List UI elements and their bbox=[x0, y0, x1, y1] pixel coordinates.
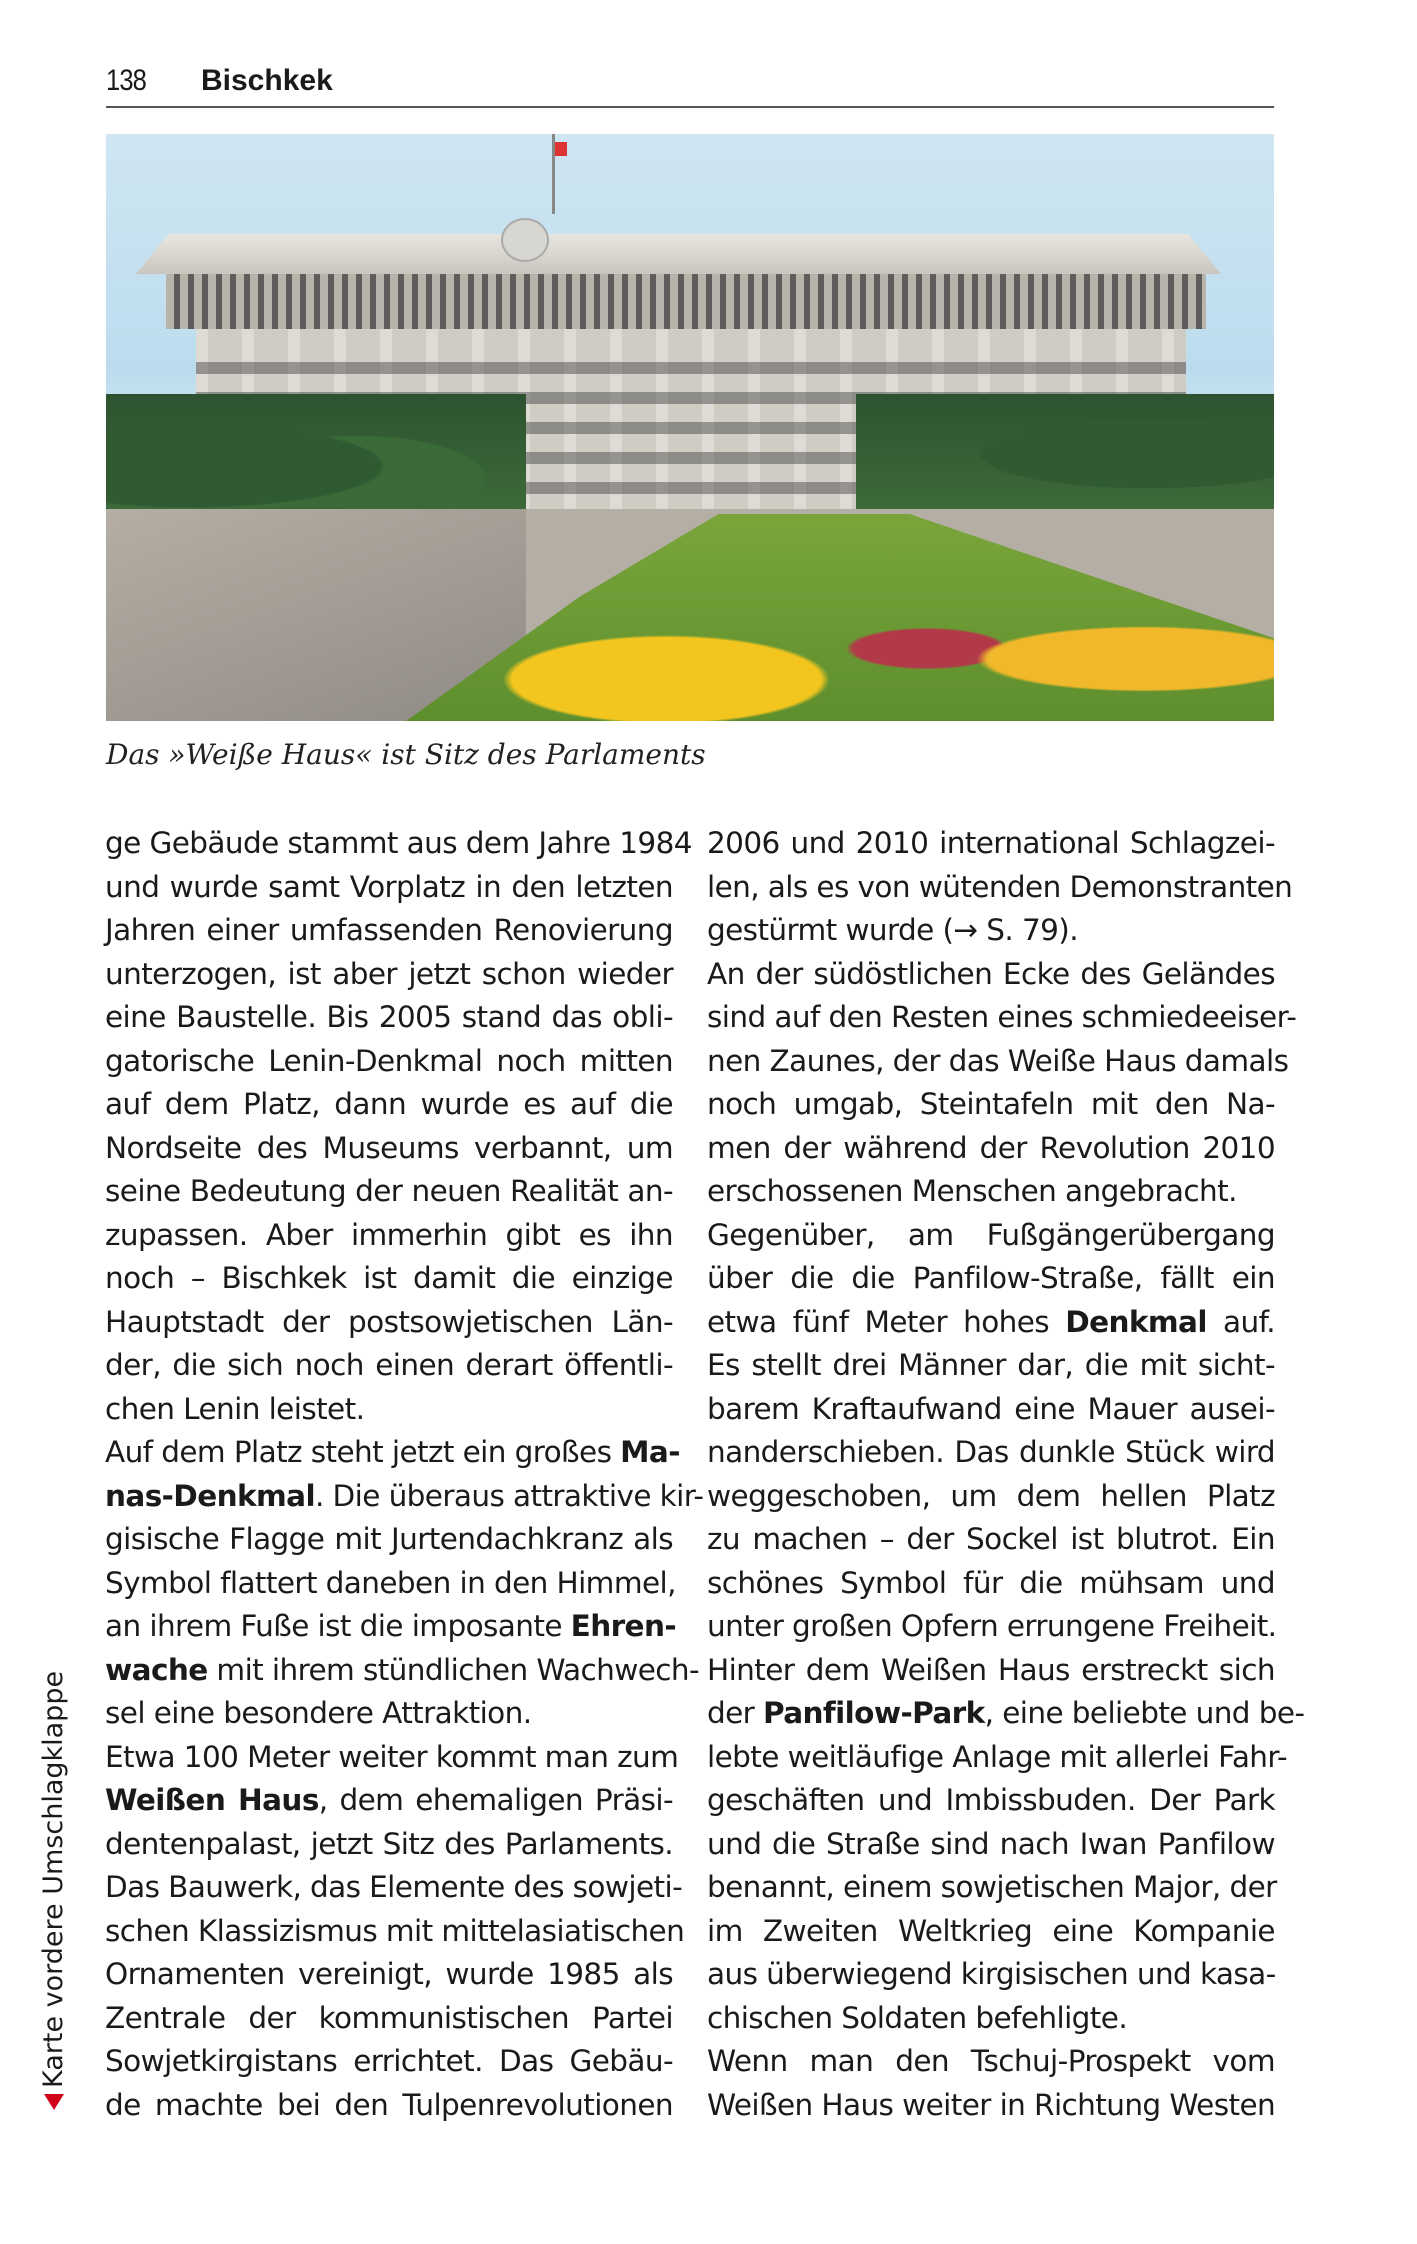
text-line bbox=[707, 1475, 1275, 1519]
bold-term: nas-Denkmal bbox=[105, 1478, 315, 1513]
text-segment: lebte weitläufige Anlage mit allerlei Fahr- bbox=[707, 1739, 1288, 1774]
text-line bbox=[707, 1214, 1275, 1258]
parliament-photo bbox=[106, 134, 1274, 721]
bold-term: Denkmal bbox=[1065, 1304, 1207, 1339]
text-segment: etwa fünf Meter hohes bbox=[707, 1304, 1066, 1339]
text-line bbox=[105, 1779, 673, 1823]
running-header bbox=[106, 62, 1274, 108]
text-segment: , dem ehemaligen Präsi- bbox=[318, 1783, 673, 1817]
text-line bbox=[105, 1127, 673, 1171]
text-line bbox=[707, 909, 1275, 953]
bold-term: Ma- bbox=[620, 1435, 680, 1469]
text-segment: Gegenüber, am Fußgängerübergang bbox=[707, 1217, 1275, 1252]
text-segment: unterzogen, ist aber jetzt schon wieder bbox=[105, 956, 673, 991]
text-segment: auf dem Platz, dann wurde es auf die bbox=[105, 1087, 673, 1121]
text-segment: , eine beliebte und be- bbox=[984, 1696, 1305, 1730]
text-segment: barem Kraftaufwand eine Mauer ausei- bbox=[707, 1391, 1275, 1426]
text-line bbox=[707, 1605, 1275, 1649]
text-segment: Weißen Haus weiter in Richtung Westen bbox=[707, 2087, 1276, 2122]
text-line bbox=[105, 1605, 677, 1649]
text-segment: zu machen – der Sockel ist blutrot. Ein bbox=[707, 1522, 1275, 1556]
text-line bbox=[707, 1562, 1275, 1606]
photo-caption: Das »Weiße Haus« ist Sitz des Parlaments bbox=[106, 738, 706, 771]
text-line bbox=[707, 1866, 1275, 1910]
text-line bbox=[105, 2084, 673, 2128]
red-triangle-icon bbox=[44, 2094, 64, 2110]
text-segment: Etwa 100 Meter weiter kommt man zum bbox=[105, 1739, 679, 1774]
text-line bbox=[105, 1431, 680, 1475]
text-line bbox=[105, 1562, 676, 1606]
bold-term: wache bbox=[105, 1652, 208, 1687]
text-segment: noch – Bischkek ist damit die einzige bbox=[105, 1261, 673, 1295]
text-line bbox=[105, 1344, 673, 1388]
text-line bbox=[105, 1301, 673, 1345]
text-line bbox=[707, 1997, 1275, 2041]
text-segment: auf. bbox=[1206, 1304, 1275, 1339]
text-line bbox=[707, 1692, 1305, 1736]
text-segment: An der südöstlichen Ecke des Geländes bbox=[707, 956, 1275, 991]
text-segment: und wurde samt Vorplatz in den letzten bbox=[105, 869, 673, 904]
text-segment: 2006 und 2010 international Schlagzei- bbox=[707, 826, 1275, 860]
text-line bbox=[105, 996, 673, 1040]
bold-term: Weißen Haus bbox=[105, 1783, 319, 1817]
text-segment: schen Klassizismus mit mittelasiatischen bbox=[105, 1913, 685, 1948]
text-line bbox=[105, 1518, 673, 1562]
text-segment: gatorische Lenin-Denkmal noch mitten bbox=[105, 1043, 673, 1078]
text-line bbox=[707, 1040, 1289, 1084]
text-line bbox=[105, 1692, 673, 1736]
text-line bbox=[105, 1910, 685, 1954]
text-line bbox=[105, 2040, 673, 2084]
text-segment: weggeschoben, um dem hellen Platz bbox=[707, 1478, 1275, 1513]
text-segment: eine Baustelle. Bis 2005 stand das obli- bbox=[105, 1000, 673, 1034]
text-segment: nen Zaunes, der das Weiße Haus damals bbox=[707, 1043, 1289, 1078]
text-line bbox=[707, 953, 1275, 997]
text-line bbox=[707, 1779, 1275, 1823]
text-line bbox=[707, 1953, 1275, 1997]
side-tab-label: Karte vordere Umschlagklappe bbox=[38, 1670, 69, 2088]
bold-term: Ehren- bbox=[570, 1609, 677, 1643]
text-line bbox=[105, 1649, 700, 1693]
text-line bbox=[707, 1388, 1275, 1432]
text-segment: über die die Panfilow-Straße, fällt ein bbox=[707, 1261, 1275, 1295]
text-line bbox=[707, 1344, 1275, 1388]
text-segment: Wenn man den Tschuj-Prospekt vom bbox=[707, 2044, 1275, 2078]
text-segment: geschäften und Imbissbuden. Der Park bbox=[707, 1783, 1275, 1817]
text-line bbox=[707, 866, 1293, 910]
text-segment: Jahren einer umfassenden Renovierung bbox=[105, 913, 673, 947]
text-line bbox=[707, 1736, 1288, 1780]
text-line bbox=[707, 1127, 1275, 1171]
text-segment: noch umgab, Steintafeln mit den Na- bbox=[707, 1087, 1275, 1121]
text-line bbox=[707, 1649, 1275, 1693]
text-line bbox=[105, 1997, 673, 2041]
text-line bbox=[105, 1866, 683, 1910]
text-segment: chischen Soldaten befehligte. bbox=[707, 2000, 1128, 2035]
text-segment: len, als es von wütenden Demonstranten bbox=[707, 869, 1293, 904]
bold-term: Panfilow-Park bbox=[762, 1696, 985, 1730]
text-column-right bbox=[707, 822, 1305, 2127]
text-line bbox=[707, 1170, 1275, 1214]
text-segment: Symbol flattert daneben in den Himmel, bbox=[105, 1565, 676, 1600]
text-line bbox=[707, 1518, 1275, 1562]
text-line bbox=[105, 1170, 673, 1214]
text-segment: ge Gebäude stammt aus dem Jahre 1984 bbox=[105, 826, 692, 860]
text-segment: chen Lenin leistet. bbox=[105, 1391, 365, 1426]
text-line bbox=[105, 1083, 673, 1127]
text-segment: benannt, einem sowjetischen Major, der bbox=[707, 1870, 1277, 1904]
text-segment: der, die sich noch einen derart öffentli- bbox=[105, 1348, 673, 1382]
text-line bbox=[707, 2084, 1275, 2128]
text-segment: schönes Symbol für die mühsam und bbox=[707, 1565, 1275, 1600]
text-segment: mit ihrem stündlichen Wachwech- bbox=[207, 1652, 700, 1687]
text-line bbox=[105, 1736, 679, 1780]
section-title: Bischkek bbox=[201, 64, 333, 97]
text-segment: sind auf den Resten eines schmiedeeiser- bbox=[707, 1000, 1297, 1034]
text-segment: . Die überaus attraktive kir- bbox=[314, 1478, 704, 1513]
text-segment: Hinter dem Weißen Haus erstreckt sich bbox=[707, 1652, 1275, 1687]
text-line bbox=[105, 1388, 673, 1432]
text-segment: gestürmt wurde (→ S. 79). bbox=[707, 913, 1078, 947]
text-line bbox=[707, 1301, 1275, 1345]
text-segment: Es stellt drei Männer dar, die mit sicht- bbox=[707, 1348, 1275, 1382]
text-line bbox=[707, 1910, 1275, 1954]
text-segment: an ihrem Fuße ist die imposante bbox=[105, 1609, 571, 1643]
text-segment: Zentrale der kommunistischen Partei bbox=[105, 2000, 673, 2035]
text-line bbox=[105, 1953, 673, 1997]
text-segment: sel eine besondere Attraktion. bbox=[105, 1696, 532, 1730]
text-segment: dentenpalast, jetzt Sitz des Parlaments. bbox=[105, 1826, 673, 1861]
text-segment: seine Bedeutung der neuen Realität an- bbox=[105, 1174, 673, 1208]
text-line bbox=[105, 1475, 704, 1519]
text-line bbox=[105, 1823, 673, 1867]
text-segment: men der während der Revolution 2010 bbox=[707, 1130, 1275, 1165]
text-segment: Nordseite des Museums verbannt, um bbox=[105, 1130, 673, 1165]
text-segment: im Zweiten Weltkrieg eine Kompanie bbox=[707, 1913, 1275, 1948]
text-line bbox=[105, 953, 673, 997]
text-column-left bbox=[105, 822, 704, 2127]
text-segment: de machte bei den Tulpenrevolutionen bbox=[105, 2087, 673, 2122]
text-line bbox=[707, 1257, 1275, 1301]
text-line bbox=[707, 822, 1275, 866]
text-segment: zupassen. Aber immerhin gibt es ihn bbox=[105, 1217, 673, 1252]
text-segment: nanderschieben. Das dunkle Stück wird bbox=[707, 1435, 1275, 1469]
text-line bbox=[105, 866, 673, 910]
text-segment: unter großen Opfern errungene Freiheit. bbox=[707, 1609, 1277, 1643]
text-segment: Auf dem Platz steht jetzt ein großes bbox=[105, 1435, 621, 1469]
text-line bbox=[105, 822, 692, 866]
text-segment: der bbox=[707, 1696, 763, 1730]
text-line bbox=[707, 1431, 1275, 1475]
text-line bbox=[105, 1257, 673, 1301]
side-tab-map-reference[interactable] bbox=[38, 1671, 69, 2110]
page-number: 138 bbox=[106, 64, 147, 97]
text-segment: und die Straße sind nach Iwan Panfilow bbox=[707, 1826, 1275, 1861]
text-segment: aus überwiegend kirgisischen und kasa- bbox=[707, 1957, 1276, 1991]
text-line bbox=[105, 1214, 673, 1258]
text-line bbox=[707, 996, 1297, 1040]
text-line bbox=[707, 1823, 1275, 1867]
text-segment: Sowjetkirgistans errichtet. Das Gebäu- bbox=[105, 2044, 673, 2078]
text-line bbox=[707, 2040, 1275, 2084]
text-segment: Hauptstadt der postsowjetischen Län- bbox=[105, 1304, 673, 1339]
text-segment: gisische Flagge mit Jurtendachkranz als bbox=[105, 1522, 673, 1556]
text-line bbox=[105, 1040, 673, 1084]
text-segment: Das Bauwerk, das Elemente des sowjeti- bbox=[105, 1870, 683, 1904]
text-segment: Ornamenten vereinigt, wurde 1985 als bbox=[105, 1957, 673, 1991]
text-segment: erschossenen Menschen angebracht. bbox=[707, 1174, 1237, 1208]
text-line bbox=[105, 909, 673, 953]
text-line bbox=[707, 1083, 1275, 1127]
